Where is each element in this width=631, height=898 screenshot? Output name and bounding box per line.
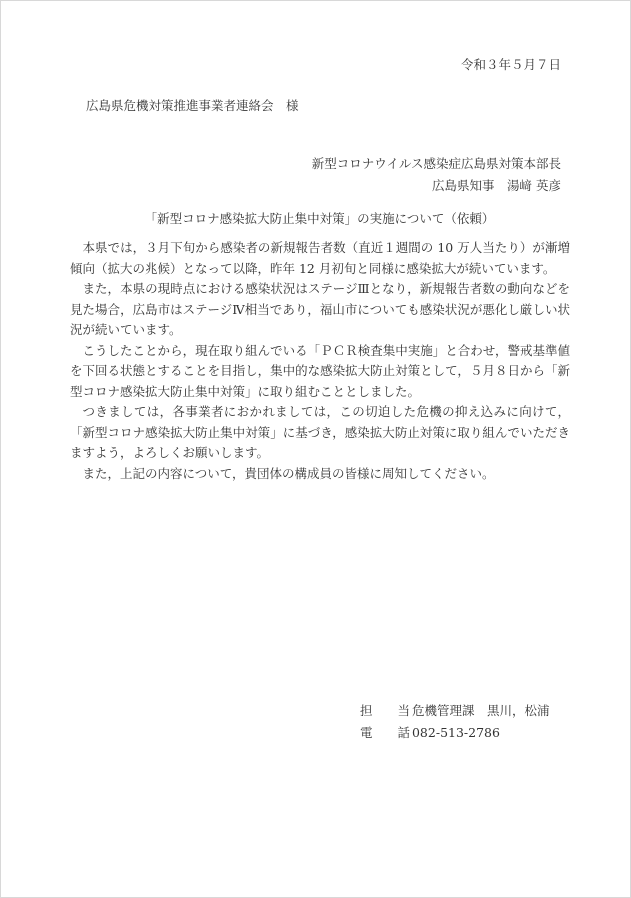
body-paragraph: また，本県の現時点における感染状況はステージⅢとなり，新規報告者数の動向などを見た場合，広島市はステージⅣ相当であり，福山市についても感染状況が悪化し厳しい状況が続いています。 [70, 281, 570, 337]
contact-phone-label: 電 話 [360, 725, 417, 740]
body-paragraph: 本県では，３月下旬から感染者の新規報告者数（直近１週間の 10 万人当たり）が漸増傾向（拡大の兆候）となって以降，昨年 12 月初旬と同様に感染拡大が続いています。 [70, 240, 570, 276]
body-paragraph: つきましては，各事業者におかれましては，この切迫した危機の抑え込みに向けて，「新型コロナ感染拡大防止集中対策」に基づき，感染拡大防止対策に取り組んでいただきますよう，よろしくお願いします。 [70, 404, 570, 460]
document-body [70, 238, 570, 484]
sender-name: 広島県知事 湯﨑 英彦 [432, 178, 561, 193]
contact-block [360, 700, 550, 744]
document-date: 令和３年５月７日 [460, 57, 561, 72]
body-paragraph: こうしたことから，現在取り組んでいる「ＰＣＲ検査集中実施」と合わせ，警戒基準値を下回る状態とすることを目指し，集中的な感染拡大防止対策として，５月８日から「新型コロナ感染拡大防止集中対策」に取り組むこととしました。 [70, 342, 570, 399]
body-paragraph: また，上記の内容について，貴団体の構成員の皆様に周知してください。 [82, 465, 495, 481]
addressee: 広島県危機対策推進事業者連絡会 様 [86, 98, 299, 113]
contact-person-row [360, 700, 550, 722]
contact-phone-value: 082-513-2786 [411, 725, 500, 740]
contact-phone-row [360, 722, 550, 744]
document-subject: 「新型コロナ感染拡大防止集中対策」の実施について（依頼） [144, 211, 495, 226]
sender-block [312, 153, 561, 197]
sender-organization: 新型コロナウイルス感染症広島県対策本部長 [311, 156, 561, 171]
contact-person-value: 危機管理課 黒川，松浦 [411, 703, 550, 718]
contact-person-label: 担 当 [360, 703, 417, 718]
